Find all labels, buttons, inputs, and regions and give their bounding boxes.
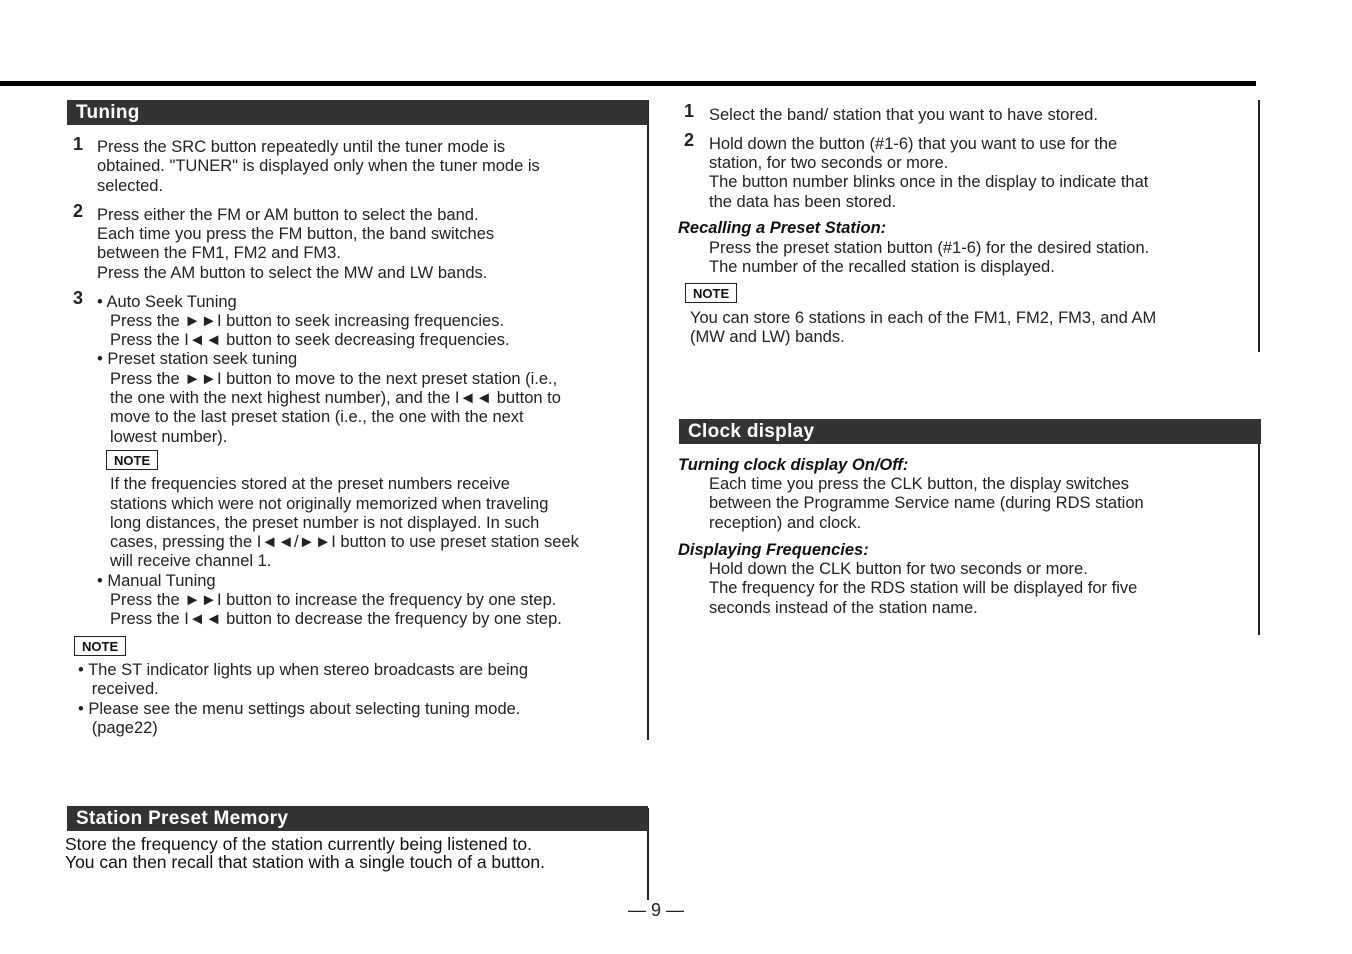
page-number: — 9 — <box>628 900 685 920</box>
display-frequencies-heading: Displaying Frequencies: <box>678 541 869 559</box>
step-2-number: 2 <box>73 201 84 221</box>
preset-step-1-line: Select the band/ station that you want to have stored. <box>709 106 1098 124</box>
step-2-line: Each time you press the FM button, the band switches <box>97 225 495 243</box>
recall-preset-line: The number of the recalled station is displayed. <box>709 258 1055 276</box>
manual-tuning-line: Press the I◄◄ button to decrease the frequency by one step. <box>110 610 562 628</box>
note-line: cases, pressing the I◄◄/►►I button to use preset station seek <box>110 533 579 551</box>
step-2-line: between the FM1, FM2 and FM3. <box>97 244 341 262</box>
step-1-line: selected. <box>97 177 164 195</box>
preset-step-2-number: 2 <box>684 130 695 150</box>
step-1-line: Press the SRC button repeatedly until the tuner mode is <box>97 138 506 156</box>
left-column-rule-upper <box>647 100 649 740</box>
step-1-line: obtained. "TUNER" is displayed only when the tuner mode is <box>97 157 540 175</box>
auto-seek-line: Press the I◄◄ button to seek decreasing frequencies. <box>110 331 510 349</box>
clock-onoff-line: reception) and clock. <box>709 514 862 532</box>
tuning-note-line: • Please see the menu settings about selecting tuning mode. <box>78 700 521 718</box>
recall-preset-heading: Recalling a Preset Station: <box>678 219 887 237</box>
manual-tuning-title: • Manual Tuning <box>97 572 216 590</box>
step-1-number: 1 <box>73 134 84 154</box>
display-frequencies-line: seconds instead of the station name. <box>709 599 978 617</box>
preset-note-line: You can store 6 stations in each of the FM1, FM2, FM3, and AM <box>690 309 1157 327</box>
recall-preset-line: Press the preset station button (#1-6) for the desired station. <box>709 239 1150 257</box>
tuning-note-line: • The ST indicator lights up when stereo broadcasts are being <box>78 661 529 679</box>
preset-seek-line: move to the last preset station (i.e., the one with the next <box>110 408 524 426</box>
note-line: will receive channel 1. <box>110 552 272 570</box>
note-line: long distances, the preset number is not displayed. In such <box>110 514 540 532</box>
preset-step-2-line: Hold down the button (#1-6) that you want to use for the <box>709 135 1118 153</box>
preset-step-2-line: the data has been stored. <box>709 193 897 211</box>
station-preset-intro-line: You can then recall that station with a single touch of a button. <box>65 852 545 872</box>
right-column-rule-upper <box>1258 100 1260 352</box>
tuning-note-line: (page22) <box>78 719 158 737</box>
preset-step-2-line: The button number blinks once in the display to indicate that <box>709 173 1149 191</box>
step-2-line: Press either the FM or AM button to select the band. <box>97 206 479 224</box>
top-rule <box>0 81 1256 86</box>
right-column-rule-lower <box>1258 420 1260 635</box>
display-frequencies-line: Hold down the CLK button for two seconds or more. <box>709 560 1088 578</box>
note-label: NOTE <box>106 450 158 470</box>
note-line: stations which were not originally memorized when traveling <box>110 495 549 513</box>
station-preset-heading: Station Preset Memory <box>67 806 648 831</box>
preset-seek-line: Press the ►►I button to move to the next preset station (i.e., <box>110 370 558 388</box>
note-label: NOTE <box>74 636 126 656</box>
preset-step-2-line: station, for two seconds or more. <box>709 154 949 172</box>
note-line: If the frequencies stored at the preset numbers receive <box>110 475 510 493</box>
tuning-heading: Tuning <box>67 100 648 125</box>
clock-display-heading: Clock display <box>679 419 1261 444</box>
note-label: NOTE <box>685 283 737 303</box>
clock-onoff-line: between the Programme Service name (during RDS station <box>709 494 1144 512</box>
step-3-number: 3 <box>73 288 84 308</box>
preset-step-1-number: 1 <box>684 101 695 121</box>
clock-onoff-line: Each time you press the CLK button, the display switches <box>709 475 1130 493</box>
preset-seek-title: • Preset station seek tuning <box>97 350 298 368</box>
tuning-note-line: received. <box>78 680 159 698</box>
manual-tuning-line: Press the ►►I button to increase the frequency by one step. <box>110 591 557 609</box>
auto-seek-title: • Auto Seek Tuning <box>97 293 237 311</box>
step-2-line: Press the AM button to select the MW and LW bands. <box>97 264 488 282</box>
station-preset-intro-line: Store the frequency of the station currently being listened to. <box>65 834 532 854</box>
preset-seek-line: the one with the next highest number), and the I◄◄ button to <box>110 389 561 407</box>
preset-seek-line: lowest number). <box>110 428 228 446</box>
clock-onoff-heading: Turning clock display On/Off: <box>678 456 909 474</box>
preset-note-line: (MW and LW) bands. <box>690 328 845 346</box>
auto-seek-line: Press the ►►I button to seek increasing frequencies. <box>110 312 505 330</box>
display-frequencies-line: The frequency for the RDS station will be displayed for five <box>709 579 1138 597</box>
